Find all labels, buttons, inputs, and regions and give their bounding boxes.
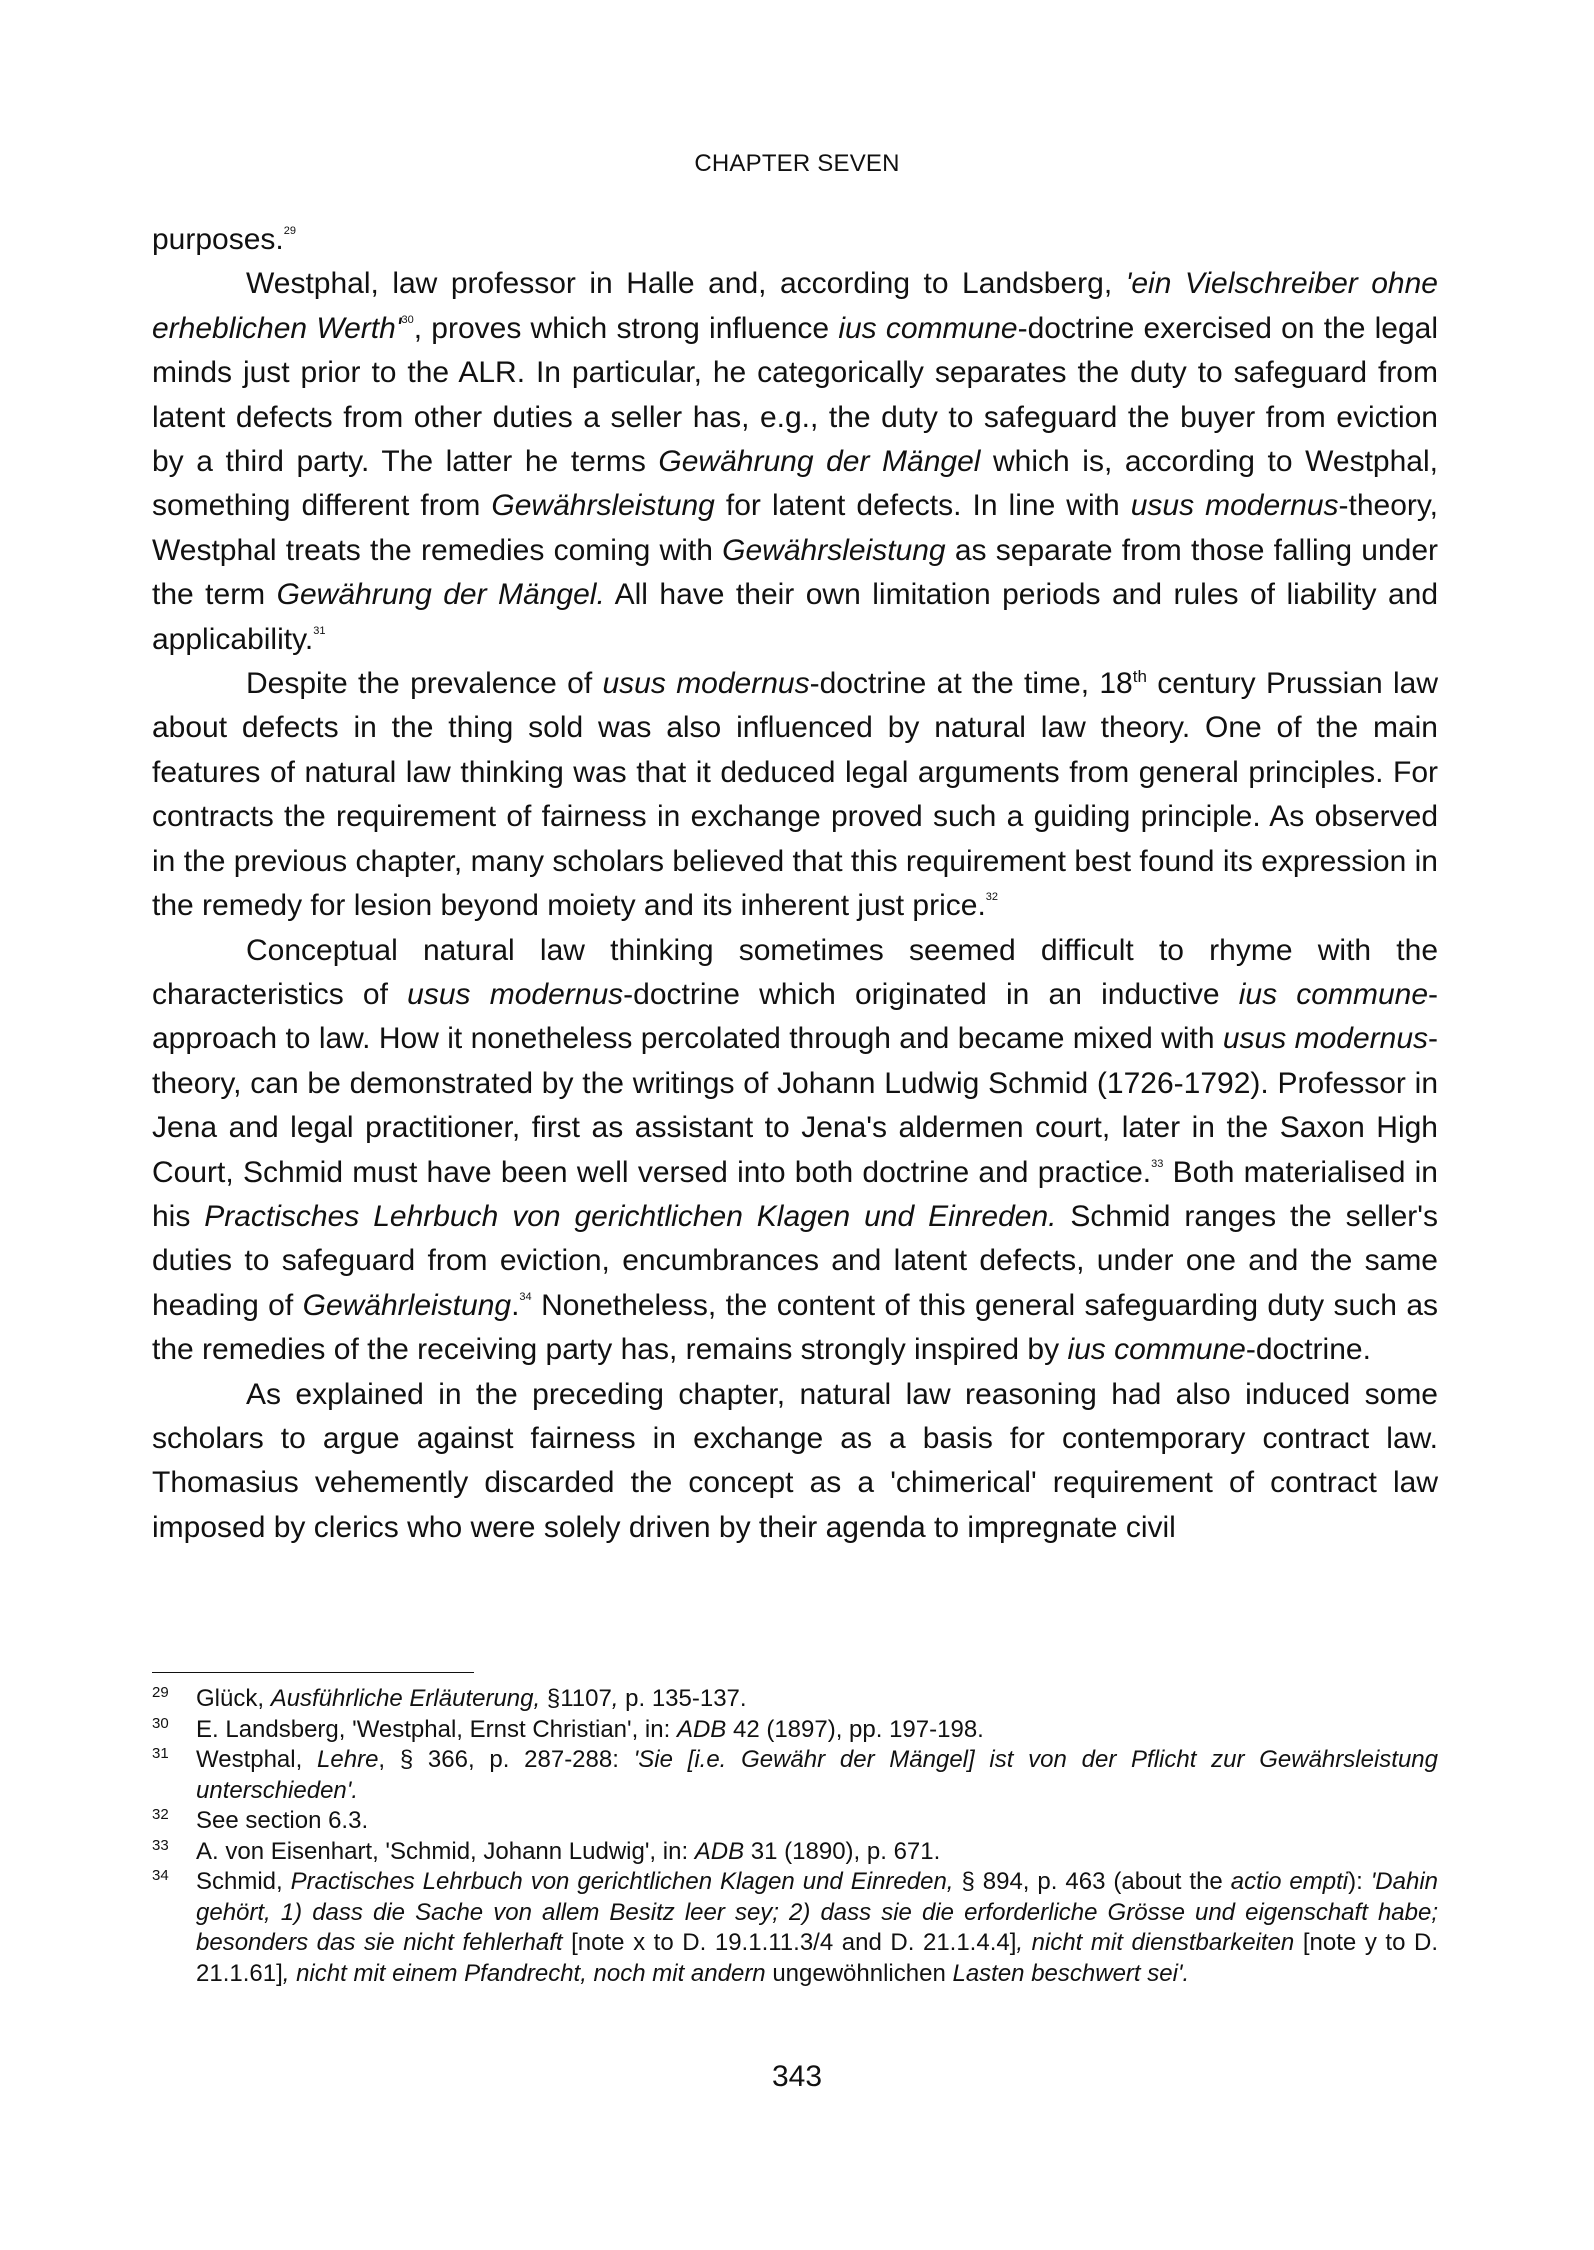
- footnote-separator: [152, 1672, 474, 1673]
- text-run: -doctrine at the time, 18: [809, 667, 1133, 701]
- italic-run: actio empti: [1230, 1868, 1349, 1895]
- italic-run: Gewährung der Mängel.: [276, 578, 605, 612]
- ordinal-suffix: th: [1132, 667, 1147, 687]
- footnote: [152, 1837, 1438, 1868]
- text-run: p. 135-137.: [618, 1685, 747, 1712]
- text-run: -doctrine.: [1245, 1333, 1371, 1367]
- text-run: [note x to D. 19.1.11.3/4 and D. 21.1.4.4]: [562, 1929, 1017, 1956]
- text-run: A. von Eisenhart, 'Schmid, Johann Ludwig', in:: [196, 1837, 695, 1865]
- footnote: [152, 1867, 1438, 1989]
- italic-run: ius commune: [1238, 977, 1428, 1011]
- text-run: §1107: [540, 1685, 612, 1712]
- italic-run: Gewährsleistung: [491, 489, 715, 523]
- text-run: ungewöhnlichen: [765, 1959, 953, 1987]
- italic-run: ius commune: [838, 311, 1018, 345]
- running-head: CHAPTER SEVEN: [694, 150, 900, 177]
- footnote-reference: 31: [313, 624, 326, 637]
- paragraph: [152, 262, 1438, 662]
- text-run: 31 (1890), p. 671.: [744, 1837, 941, 1865]
- text-run: .: [511, 1288, 520, 1322]
- text-run: E. Landsberg, 'Westphal, Ernst Christian', in:: [196, 1715, 677, 1743]
- footnote-number: 32: [152, 1806, 169, 1823]
- text-run: -doctrine which originated in an inductive: [623, 977, 1239, 1011]
- text-run: Westphal,: [196, 1746, 318, 1773]
- text-run: century Prussian law about defects in the thing sold was also influenced by natural law theory. One of the main features of natural law thinking was that it deduced legal arguments from general principles. For contracts the requirement of fairness in exchange proved such a guiding principle. As observed in the previous chapter, many scholars believed that this requirement best found its expression in the remedy for lesion beyond moiety and its inherent just price.: [152, 667, 1439, 923]
- footnote-reference: 34: [519, 1290, 532, 1303]
- text-run: , proves which strong influence: [413, 311, 839, 345]
- text-run: Nonetheless, the content of this general safeguarding duty such as the remedies of the receiving party has, remains strongly inspired by: [152, 1288, 1439, 1367]
- footnote: [152, 1715, 1438, 1746]
- italic-run: Lehre: [317, 1746, 379, 1773]
- text-run: Both materialised in his: [152, 1155, 1438, 1233]
- italic-run: Lasten beschwert sei'.: [952, 1959, 1190, 1987]
- text-run: Glück,: [196, 1685, 271, 1712]
- text-run: as separate from those falling under the term: [152, 533, 1438, 612]
- italic-run: Gewährung der Mängel: [658, 445, 981, 479]
- body-text: [152, 218, 1438, 1550]
- text-run: As explained in the preceding chapter, natural law reasoning had also induced some scholars to argue against fairness in exchange as a basis for contemporary contract law. Thomasius vehemently discarded the concept as a 'chimerical' requirement of contract law imposed by clerics who were solely driven by their agenda to impregnate civil: [152, 1377, 1438, 1544]
- italic-run: 'Dahin gehört, 1) dass die Sache von allem Besitz leer sey; 2) dass sie die erforderliche Grösse und eigenschaft habe; besonders das sie nicht fehlerhaft: [196, 1868, 1438, 1956]
- footnote-number: 33: [152, 1836, 169, 1854]
- text-run: -doctrine exercised on the legal minds just prior to the ALR. In particular, he categorically separates the duty to safeguard from latent defects from other duties a seller has, e.g., the duty to safeguard the buyer from eviction by a third party. The latter he terms: [152, 311, 1438, 479]
- text-run: , § 366, p. 287-288:: [378, 1746, 634, 1773]
- paragraph: [152, 929, 1438, 1373]
- italic-run: ADB: [676, 1715, 727, 1743]
- text-run: Schmid ranges the seller's duties to safeguard from eviction, encumbrances and latent defects, under one and the same heading of: [152, 1199, 1438, 1322]
- italic-run: Practisches Lehrbuch von gerichtlichen Klagen und Einreden.: [204, 1199, 1057, 1233]
- text-run: All have their own limitation periods and rules of liability and applicability.: [152, 578, 1439, 656]
- italic-run: ,: [611, 1685, 619, 1712]
- footnote-reference: 29: [283, 225, 296, 237]
- italic-run: , nicht mit einem Pfandrecht, noch mit andern: [282, 1959, 766, 1987]
- footnotes: [152, 1684, 1438, 1989]
- text-run: -approach to law. How it nonetheless percolated through and became mixed with: [152, 977, 1438, 1056]
- text-run: which is, according to Westphal, something different from: [152, 445, 1438, 523]
- footnote-reference: 33: [1151, 1157, 1164, 1170]
- italic-run: Practisches Lehrbuch von gerichtlichen Klagen und Einreden,: [290, 1868, 954, 1895]
- italic-run: ius commune: [1067, 1333, 1246, 1367]
- text-run: § 894, p. 463 (about the: [953, 1868, 1231, 1895]
- footnote-number: 30: [152, 1714, 169, 1732]
- italic-run: , nicht mit dienstbarkeiten: [1016, 1929, 1295, 1956]
- italic-run: 'ein Vielschreiber ohne erheblichen Werth': [152, 267, 1438, 345]
- paragraph: [152, 218, 1438, 262]
- footnote-number: 34: [152, 1867, 169, 1884]
- text-run: 42 (1897), pp. 197-198.: [726, 1715, 984, 1743]
- text-run: See section 6.3.: [196, 1807, 369, 1834]
- italic-run: usus modernus: [1222, 1022, 1429, 1056]
- text-run: for latent defects. In line with: [714, 489, 1131, 523]
- text-run: Despite the prevalence of: [246, 667, 603, 701]
- footnote-reference: 30: [401, 313, 414, 326]
- text-run: Westphal, law professor in Halle and, according to Landsberg,: [246, 267, 1126, 301]
- footnote-number: 31: [152, 1745, 169, 1762]
- footnote: [152, 1745, 1438, 1806]
- italic-run: Gewährleistung: [302, 1288, 512, 1322]
- footnote: [152, 1684, 1438, 1715]
- italic-run: 'Sie [i.e. Gewähr der Mängel] ist von der Pflicht zur Gewährsleistung unterschieden'.: [196, 1746, 1438, 1804]
- text-run: [note y to D. 21.1.61]: [196, 1929, 1439, 1987]
- italic-run: Gewährsleistung: [722, 533, 946, 567]
- text-run: Schmid,: [196, 1868, 291, 1895]
- text-run: Conceptual natural law thinking sometimes seemed difficult to rhyme with the characteristics of: [152, 933, 1438, 1011]
- page-number: 343: [771, 2060, 823, 2093]
- footnote: [152, 1806, 1438, 1837]
- footnote-reference: 32: [985, 891, 999, 904]
- italic-run: usus modernus: [1130, 489, 1339, 523]
- footnote-number: 29: [152, 1684, 169, 1701]
- italic-run: usus modernus: [602, 667, 810, 701]
- text-run: -theory, Westphal treats the remedies coming with: [152, 489, 1439, 567]
- paragraph: [152, 1373, 1438, 1551]
- text-run: purposes.: [152, 223, 284, 256]
- text-run: ):: [1348, 1868, 1371, 1895]
- italic-run: ADB: [694, 1837, 745, 1865]
- italic-run: usus modernus: [407, 977, 624, 1011]
- text-run: -theory, can be demonstrated by the writings of Johann Ludwig Schmid (1726-1792). Professor in Jena and legal practitioner, first as assistant to Jena's aldermen court, later in the Saxon High Court, Schmid must have been well versed into both doctrine and practice.: [152, 1022, 1439, 1189]
- italic-run: Ausführliche Erläuterung,: [270, 1685, 541, 1712]
- paragraph: [152, 662, 1438, 928]
